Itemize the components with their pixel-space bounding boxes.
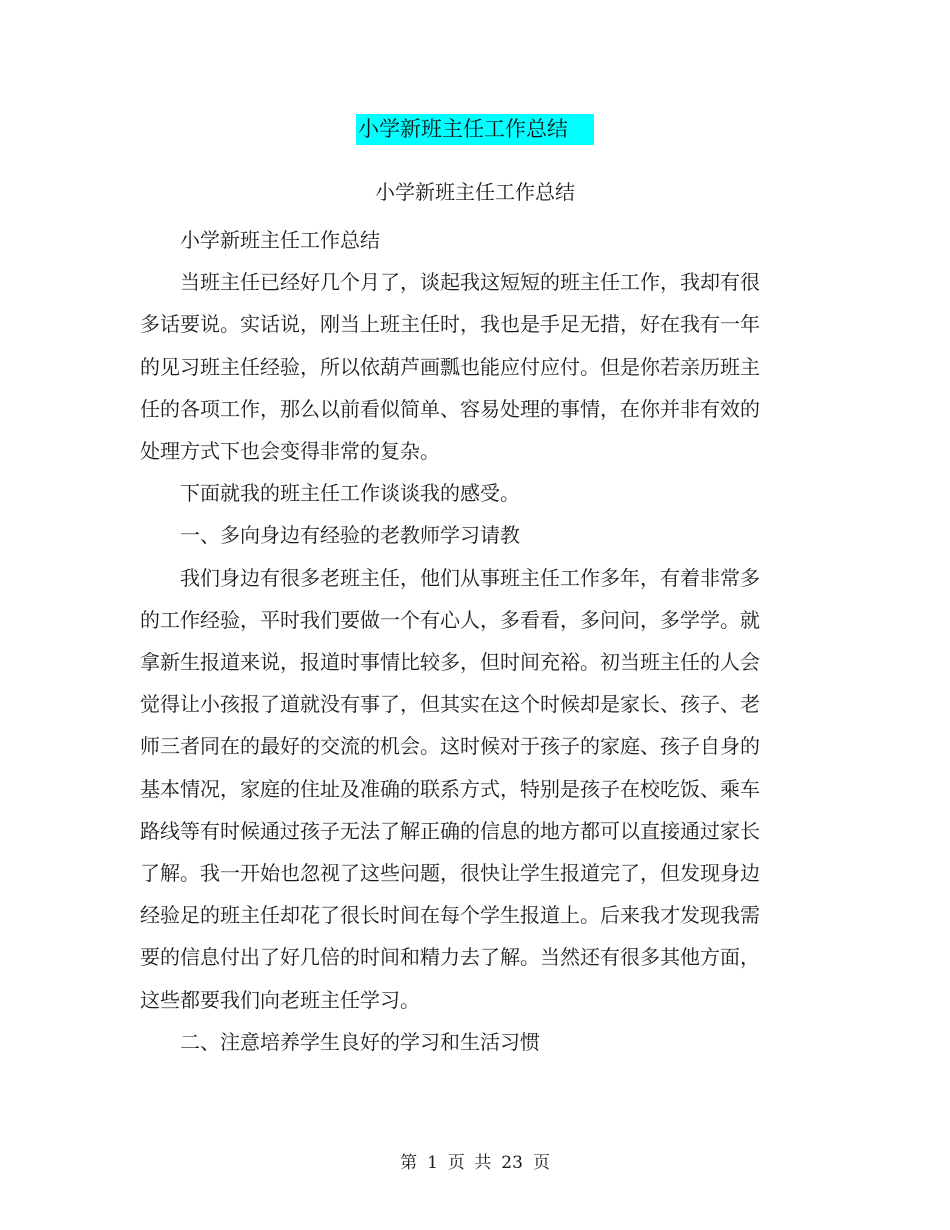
section-heading: 一、多向身边有经验的老教师学习请教 bbox=[180, 523, 520, 548]
page-footer bbox=[0, 1152, 950, 1174]
paragraph: 我们身边有很多老班主任，他们从事班主任工作多年，有着非常多的工作经验，平时我们要做一个有心人，多看看，多问问，多学学。就拿新生报道来说，报道时事情比较多，但时间充裕。初当班主任的人会觉得让小孩报了道就没有事了，但其实在这个时候却是家长、孩子、老师三者同在的最好的交流的机会。这时候对于孩子的家庭、孩子自身的基本情况，家庭的住址及准确的联系方式，特别是孩子在校吃饭、乘车路线等有时候通过孩子无法了解正确的信息的地方都可以直接通过家长了解。我一开始也忽视了这些问题，很快让学生报道完了，但发现身边经验足的班主任却花了很长时间在每个学生报道上。后来我才发现我需要的信息付出了好几倍的时间和精力去了解。当然还有很多其他方面，这些都要我们向老班主任学习。 bbox=[140, 565, 760, 1012]
section-heading: 二、注意培养学生良好的学习和生活习惯 bbox=[180, 1029, 540, 1054]
paragraph: 小学新班主任工作总结 bbox=[180, 228, 380, 252]
footer-suffix: 页 bbox=[532, 1153, 550, 1173]
page-total: 23 bbox=[501, 1153, 523, 1173]
paragraph: 下面就我的班主任工作谈谈我的感受。 bbox=[180, 481, 520, 506]
title-container bbox=[0, 114, 950, 145]
paragraph: 当班主任已经好几个月了，谈起我这短短的班主任工作，我却有很多话要说。实话说，刚当上班主任时，我也是手足无措，好在我有一年的见习班主任经验，所以依葫芦画瓢也能应付应付。但是你若亲历班主任的各项工作，那么以前看似简单、容易处理的事情，在你并非有效的处理方式下也会变得非常的复杂。 bbox=[140, 270, 760, 464]
document-body bbox=[140, 219, 760, 1063]
footer-prefix: 第 bbox=[400, 1153, 418, 1173]
page-number: 1 bbox=[427, 1153, 438, 1173]
document-title: 小学新班主任工作总结 bbox=[356, 114, 594, 145]
document-subtitle: 小学新班主任工作总结 bbox=[375, 180, 575, 204]
footer-mid: 页 共 bbox=[447, 1153, 492, 1173]
